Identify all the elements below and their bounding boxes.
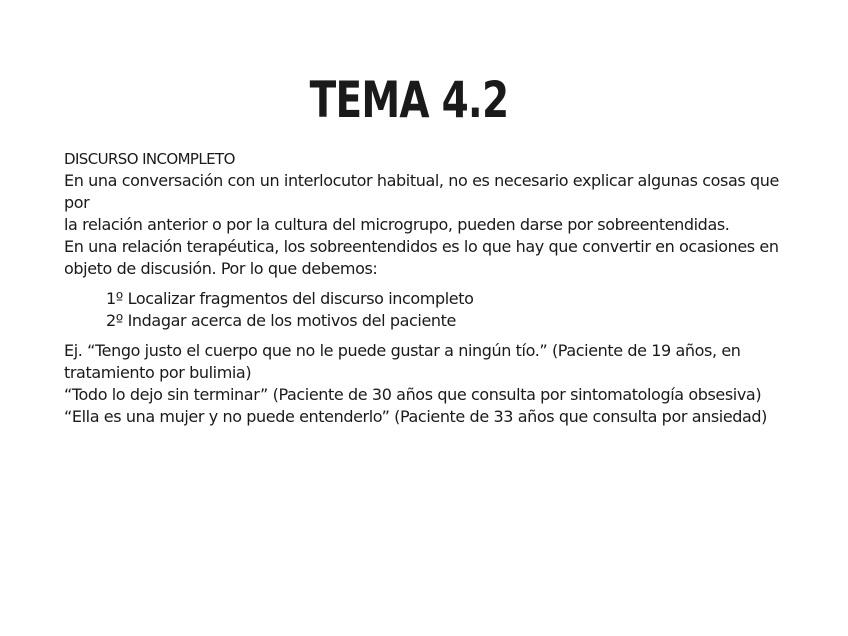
section-heading: DISCURSO INCOMPLETO [64,150,235,168]
steps-list [106,288,784,332]
example-line: tratamiento por bulimia) [64,363,252,382]
examples-block [64,340,784,428]
slide-content [64,148,784,428]
paragraph-line: objeto de discusión. Por lo que debemos: [64,259,378,278]
example-line: “Todo lo dejo sin terminar” (Paciente de 30 años que consulta por sintomatología obsesiva) [64,385,762,404]
example-line: “Ella es una mujer y no puede entenderlo” (Paciente de 33 años que consulta por ansiedad) [64,407,768,426]
slide-title: TEMA 4.2 [309,71,509,129]
list-item: 1º Localizar fragmentos del discurso incompleto [106,289,474,308]
paragraph-line: En una conversación con un interlocutor habitual, no es necesario explicar algunas cosas que por [64,171,779,212]
example-line: Ej. “Tengo justo el cuerpo que no le puede gustar a ningún tío.” (Paciente de 19 años, en [64,341,741,360]
paragraph-line: En una relación terapéutica, los sobreentendidos es lo que hay que convertir en ocasiones en [64,237,779,256]
paragraph-line: la relación anterior o por la cultura del microgrupo, pueden darse por sobreentendidas. [64,215,730,234]
list-item: 2º Indagar acerca de los motivos del paciente [106,311,456,330]
